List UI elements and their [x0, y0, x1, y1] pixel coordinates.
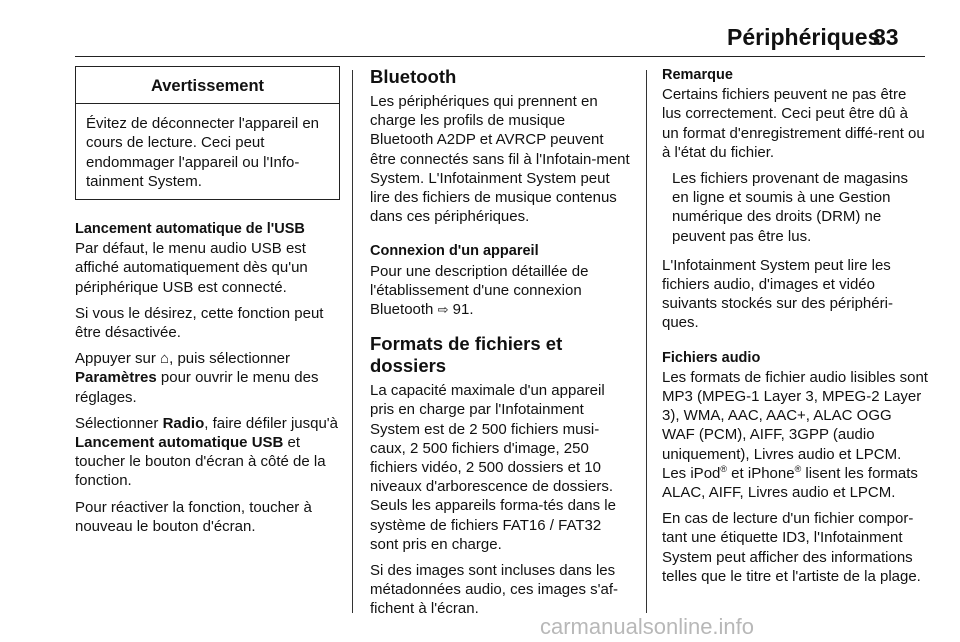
text: pour ouvrir le menu des réglages. — [75, 369, 319, 406]
formats-paragraph-1: La capacité maximale d'un appareil pris en charge par l'Infotainment System est de 2 500 fichiers musi-caux, 2 500 fichiers d'image, 250 fichiers vidéo, 2 500 dossiers et 10 niveaux d'arborescence de dossiers. Seuls les appareils forma-tés dans le système de fichiers FAT16 / FAT32 sont pris en charge. — [370, 382, 616, 553]
column-divider-2 — [646, 70, 647, 613]
text: et iPhone — [727, 464, 795, 482]
autostart-paragraph-1: Par défaut, le menu audio USB est affiché automatiquement dès qu'un périphérique USB est connecté. — [75, 240, 308, 296]
page-title: Périphériques — [727, 24, 881, 50]
page-number: 83 — [873, 24, 899, 50]
home-icon: ⌂ — [160, 350, 170, 368]
warning-box — [75, 66, 340, 200]
formats-heading: Formats de fichiers et dossiers — [370, 333, 563, 377]
text: Sélectionner — [75, 414, 163, 432]
audio-paragraph-1 — [662, 368, 928, 502]
bluetooth-paragraph: Les périphériques qui prennent en charge les profils de musique Bluetooth A2DP et AVRCP peuvent être connectés sans fil à l'Infotain-ment System. L'Infotainment System peut lire des fichiers de musique contenus dans ces périphériques. — [370, 93, 630, 226]
autostart-paragraph-2: Si vous le désirez, cette fonction peut être désactivée. — [75, 304, 324, 342]
note-paragraph-1: Certains fichiers peuvent ne pas être lus correctement. Ceci peut être dû à un format d'enregistrement diffé-rent ou à l'état du fichier. — [662, 86, 925, 161]
formats-paragraph-2: Si des images sont incluses dans les métadonnées audio, ces images s'af-fichent à l'écran. — [370, 562, 619, 618]
text: et toucher le bouton d'écran à côté de la fonction. — [75, 434, 326, 490]
connect-paragraph — [370, 262, 632, 320]
text: Pour une description détaillée de l'établissement d'une connexion Bluetooth — [370, 262, 589, 319]
settings-term: Paramètres — [75, 369, 157, 387]
audio-heading: Fichiers audio — [662, 349, 761, 366]
autostart-paragraph-5: Pour réactiver la fonction, toucher à nouveau le bouton d'écran. — [75, 498, 312, 535]
column-divider-1 — [352, 70, 353, 613]
note-heading: Remarque — [662, 67, 733, 83]
text: Les formats de fichier audio lisibles sont MP3 (MPEG-1 Layer 3, MPEG-2 Layer 3), WMA, AAC, AAC+, ALAC OGG WAF (PCM), AIFF, 3GPP (audio uniquement), Livres audio et LPCM. Les iPod — [662, 368, 928, 482]
text: lisent les formats ALAC, AIFF, Livres audio et LPCM. — [662, 464, 918, 502]
page-reference-icon: ⇨ — [437, 302, 449, 318]
column-1 — [75, 66, 340, 543]
bluetooth-heading: Bluetooth — [370, 66, 457, 87]
note-paragraph-2: Les fichiers provenant de magasins en ligne et soumis à une Gestion numérique des droits (DRM) ne peuvent pas être lus. — [672, 170, 908, 245]
autostart-paragraph-3 — [75, 349, 340, 407]
warning-title: Avertissement — [76, 67, 339, 104]
connect-heading: Connexion d'un appareil — [370, 243, 539, 260]
column-2 — [370, 66, 632, 626]
audio-paragraph-2: En cas de lecture d'un fichier compor-tant une étiquette ID3, l'Infotainment System peut afficher des informations telles que le titre et l'artiste de la plage. — [662, 510, 921, 585]
column-3 — [662, 66, 928, 593]
autostart-heading: Lancement automatique de l'USB — [75, 221, 305, 238]
radio-term: Radio — [162, 414, 205, 432]
registered-mark: ® — [720, 463, 728, 474]
header-rule — [75, 56, 925, 57]
text: 91. — [448, 301, 474, 319]
watermark: carmanualsonline.info — [540, 614, 755, 639]
autostart-paragraph-4 — [75, 414, 340, 491]
autostart-term: Lancement automatique USB — [75, 434, 284, 452]
warning-body: Évitez de déconnecter l'appareil en cours de lecture. Ceci peut endommager l'appareil ou l'Info-tainment System. — [86, 115, 320, 190]
text: , puis sélectionner — [169, 350, 291, 368]
text: , faire défiler jusqu'à — [204, 414, 339, 432]
registered-mark: ® — [794, 463, 802, 474]
intro-paragraph: L'Infotainment System peut lire les fichiers audio, d'images et vidéo suivants stockés sur des périphéri-ques. — [662, 256, 893, 332]
text: Appuyer sur — [75, 350, 161, 368]
